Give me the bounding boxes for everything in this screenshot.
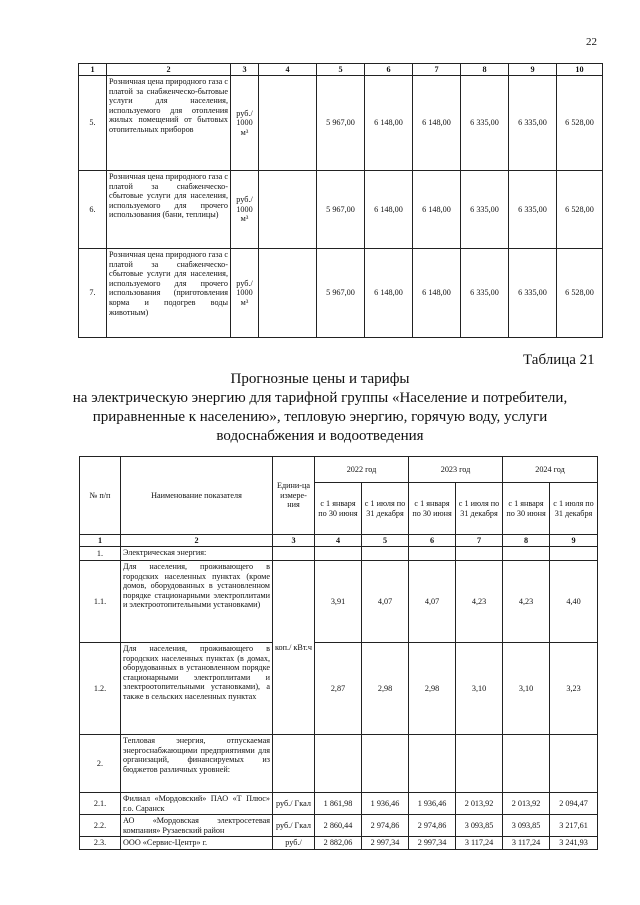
table-head-periods: с 1 января по 30 июня с 1 июля по 31 декабря с 1 января по 30 июня с 1 июля по 31 декабря с 1 января по 30 июня с 1 июля по 31 декабря — [80, 483, 598, 535]
table-row: 6. Розничная цена природного газа с платой за снабженческо-сбытовые услуги для населения, используемого для прочего использования (бани, теплицы) руб./ 1000 м³ 5 967,00 6 148,00 6 148,00 6 335,00 6 335,00 6 528,00 — [79, 171, 603, 249]
table-row: 1.1. Для населения, проживающего в городских населенных пунктах (кроме домов, оборудованных в установленном порядке стационарными электроплитами и электроотопительными установками) коп./ кВт.ч 3,91 4,07 4,07 4,23 4,23 4,40 — [80, 561, 598, 643]
table-caption-line-4: водоснабжения и водоотведения — [216, 428, 424, 444]
table-row: 2.1. Филиал «Мордовский» ПАО «Т Плюс» г.о. Саранск руб./ Гкал 1 861,98 1 936,46 1 936,46 2 013,92 2 013,92 2 094,47 — [80, 793, 598, 815]
table-row: 2. Тепловая энергия, отпускаемая энергоснабжающими предприятиями для организаций, финансируемых из бюджетов различных уровней: — [80, 735, 598, 793]
table-row: 2.3. ООО «Сервис-Центр» г. руб./ 2 882,06 2 997,34 2 997,34 3 117,24 3 117,24 3 241,93 — [80, 837, 598, 850]
year-2023-header: 2023 год — [409, 457, 503, 483]
table-number: Таблица 21 — [523, 352, 595, 368]
table-caption-line-3: приравненные к населению», тепловую энергию, горячую воду, услуги — [92, 409, 548, 425]
table-caption-line-2: на электрическую энергию для тарифной группы «Население и потребители, — [72, 390, 568, 406]
col-num-header: № п/п — [80, 457, 121, 535]
table-row: 5. Розничная цена природного газа с платой за снабженческо-бытовые услуги для населения, используемого для отопления жилых помещений от бытовых отопительных приборов руб./ 1000 м³ 5 967,00 6 148,00 6 148,00 6 335,00 6 335,00 6 528,00 — [79, 76, 603, 171]
year-2022-header: 2022 год — [315, 457, 409, 483]
gas-price-table — [78, 63, 603, 338]
table-header-numbers: 1 2 3 4 5 6 7 8 9 — [80, 535, 598, 547]
year-2024-header: 2024 год — [503, 457, 598, 483]
table-row: 7. Розничная цена природного газа с платой за снабженческо-сбытовые услуги для населения, используемого для прочего использования (приготовления корма и подогрев воды животным) руб./ 1000 м³ 5 967,00 6 148,00 6 148,00 6 335,00 6 335,00 6 528,00 — [79, 249, 603, 338]
tariff-table — [79, 456, 598, 850]
unit-kwh: коп./ кВт.ч — [273, 561, 315, 735]
page-number: 22 — [586, 36, 597, 48]
table-head-row — [80, 457, 598, 483]
table-header-numbers: 1 2 3 4 5 6 7 8 9 10 — [79, 64, 603, 76]
table-row: 1.2. Для населения, проживающего в городских населенных пунктах (в домах, оборудованных в установленном порядке стационарными электроплитами и электроотопительными установками), а также в сельских населенных пунктах 2,87 2,98 2,98 3,10 3,10 3,23 — [80, 643, 598, 735]
table-row: 1. Электрическая энергия: — [80, 547, 598, 561]
table-caption-line-1: Прогнозные цены и тарифы — [230, 371, 410, 387]
col-name-header: Наименование показателя — [121, 457, 273, 535]
table-row: 2.2. АО «Мордовская электросетевая компания» Рузаевский район руб./ Гкал 2 860,44 2 974,86 2 974,86 3 093,85 3 093,85 3 217,61 — [80, 815, 598, 837]
col-unit-header: Едини-ца измере-ния — [273, 457, 315, 535]
